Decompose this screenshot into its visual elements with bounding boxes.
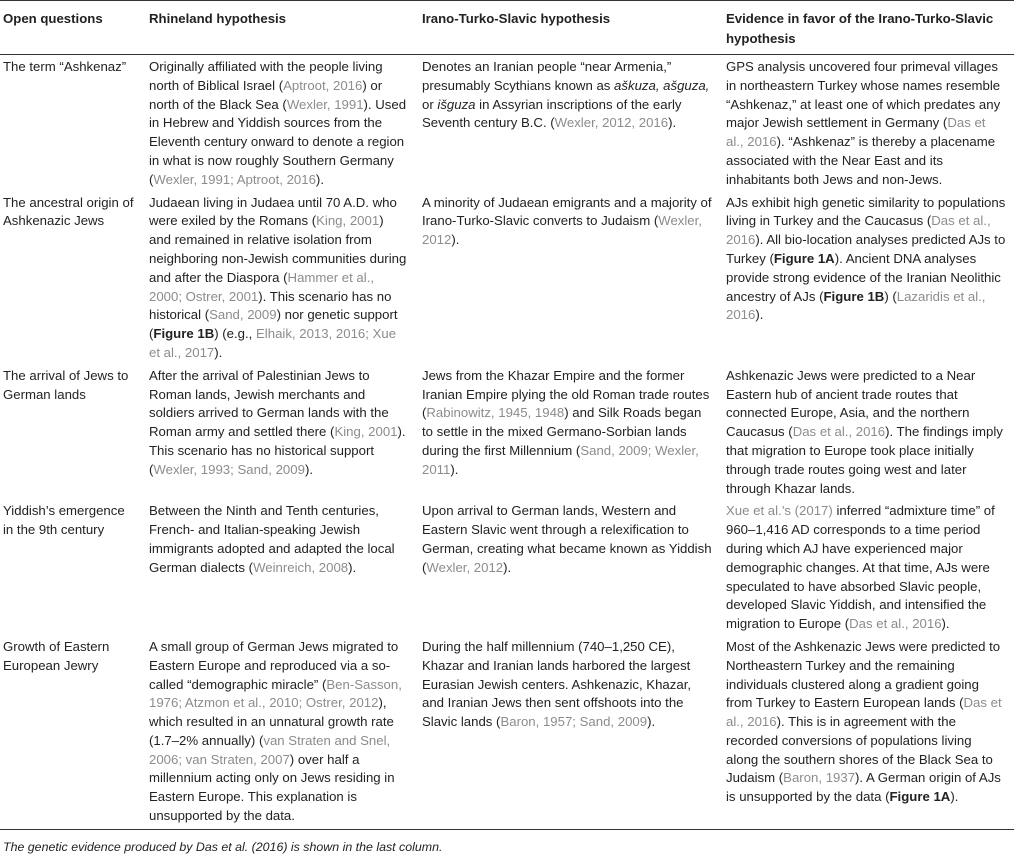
irano-turko-slavic-cell — [416, 364, 720, 500]
cell-text: ) nor genetic support ( — [149, 307, 398, 342]
italic-term: išguza — [437, 96, 476, 112]
table-row — [0, 635, 1014, 829]
evidence-cell — [720, 55, 1014, 191]
cell-text: ). — [503, 559, 512, 575]
italic-term: aškuza, ašguza, — [614, 77, 710, 93]
table-row — [0, 364, 1014, 500]
cell-text: ) ( — [884, 288, 897, 304]
citation-link: Baron, 1957; Sand, 2009 — [500, 714, 648, 730]
rhineland-cell — [143, 364, 416, 500]
cell-text: ) and remained in relative isolation from neighboring non-Jewish communities during and after the Diaspora ( — [149, 213, 407, 285]
evidence-cell — [720, 499, 1014, 635]
citation-link: Wexler, 1991 — [286, 96, 364, 112]
table-row — [0, 191, 1014, 364]
cell-text: GPS analysis uncovered four primeval villages in northeastern Turkey whose names resemble “Ashkenaz,” at least one of which predates any major Jewish settlement in Germany ( — [726, 59, 1001, 131]
header-irano-turko-slavic: Irano-Turko-Slavic hypothesis — [416, 1, 720, 55]
citation-link: Aptroot, 2016 — [283, 77, 363, 93]
cell-text: ) or north of the Black Sea ( — [149, 77, 383, 112]
rhineland-cell — [143, 191, 416, 364]
cell-text: Originally affiliated with the people living north of Biblical Israel ( — [149, 59, 383, 93]
figure-reference: Figure 1B — [823, 288, 885, 304]
open-question-cell: The term “Ashkenaz” — [3, 59, 127, 74]
citation-link: King, 2001 — [316, 213, 380, 229]
irano-turko-slavic-cell — [416, 191, 720, 364]
header-rhineland: Rhineland hypothesis — [143, 1, 416, 55]
cell-text: ). — [950, 789, 959, 805]
cell-text: ). Used in Hebrew and Yiddish sources from the Eleventh century onward to denote a region in what is now roughly Southern Germany ( — [149, 96, 407, 187]
header-row — [0, 1, 1014, 55]
citation-link: Baron, 1937 — [783, 770, 856, 786]
table-row — [0, 55, 1014, 191]
cell-text: ). — [451, 232, 460, 248]
citation-link: Wexler, 2012, 2016 — [554, 115, 669, 131]
cell-text: ). — [450, 461, 459, 477]
citation-link: Sand, 2009 — [209, 307, 277, 323]
cell-text: ). This is in agreement with the recorded conversions of populations living along the southern shores of the Black Sea to Judaism ( — [726, 714, 993, 786]
rhineland-cell — [143, 635, 416, 829]
cell-text: Denotes an Iranian people “near Armenia,” presumably Scythians known as — [422, 59, 672, 93]
citation-link: Hammer et al., 2000; Ostrer, 2001 — [149, 269, 375, 304]
cell-text: Jews from the Khazar Empire and the former Iranian Empire plying the old Roman trade routes ( — [422, 367, 710, 421]
cell-text: Between the Ninth and Tenth centuries, French- and Italian-speaking Jewish immigrants adopted and adapted the local German dialects ( — [149, 503, 395, 575]
cell-text: ) (e.g., — [214, 326, 257, 342]
citation-link: Das et al., 2016 — [849, 616, 942, 632]
evidence-cell — [720, 364, 1014, 500]
cell-text: ). — [668, 115, 677, 131]
citation-link: Das et al., 2016 — [792, 424, 886, 440]
cell-text: ). — [755, 307, 764, 323]
irano-turko-slavic-cell — [416, 55, 720, 191]
cell-text: A minority of Judaean emigrants and a majority of Irano-Turko-Slavic converts to Judaism ( — [422, 194, 712, 229]
figure-reference: Figure 1B — [153, 326, 215, 342]
cell-text: ) and Silk Roads began to settle in the mixed Germano-Sorbian lands during the first Millennium ( — [422, 405, 702, 458]
citation-link: Weinreich, 2008 — [253, 559, 349, 575]
cell-text: ). A German origin of AJs is unsupported by the data ( — [726, 770, 1001, 805]
cell-text: ). — [647, 714, 656, 730]
cell-text: ). All bio-location analyses predicted AJs to Turkey ( — [726, 232, 1006, 266]
header-evidence: Evidence in favor of the Irano-Turko-Slavic hypothesis — [720, 1, 1014, 55]
irano-turko-slavic-cell — [416, 635, 720, 829]
citation-link: Rabinowitz, 1945, 1948 — [426, 405, 565, 421]
citation-link: Das et al., 2016 — [726, 213, 991, 248]
evidence-cell — [720, 635, 1014, 829]
figure-reference: Figure 1A — [773, 250, 835, 266]
cell-text: Upon arrival to German lands, Western and Eastern Slavic went through a relexification to German, creating what became known as Yiddish ( — [422, 503, 712, 575]
citation-link: Elhaik, 2013, 2016; Xue et al., 2017 — [149, 326, 397, 360]
citation-link: van Straten and Snel, 2006; van Straten, 2007 — [149, 732, 391, 767]
open-question-cell: Growth of Eastern European Jewry — [0, 635, 143, 829]
header-open-questions: Open questions — [0, 1, 143, 55]
irano-turko-slavic-cell — [416, 499, 720, 635]
table-row — [0, 499, 1014, 635]
citation-link: Wexler, 2012 — [426, 559, 504, 575]
open-question-cell: The arrival of Jews to German lands — [3, 367, 129, 402]
citation-link: Lazaridis et al., 2016 — [726, 288, 986, 323]
cell-text: During the half millennium (740–1,250 CE), Khazar and Iranian lands harbored the largest Eurasian Jewish centers. Ashkenazic, Khazar, and Iranian Jews then sent offshoots into the Slavic lands ( — [422, 638, 692, 730]
cell-text: ). Ancient DNA analyses provide strong evidence of the Iranian Neolithic ancestry of AJs ( — [726, 250, 1001, 304]
cell-text: ), which resulted in an unnatural growth rate (1.7–2% annually) ( — [149, 695, 394, 748]
cell-text: ). — [304, 461, 313, 477]
citation-link: Das et al., 2016 — [726, 695, 1002, 730]
cell-text: After the arrival of Palestinian Jews to Roman lands, Jewish merchants and soldiers arrived to German lands with the Roman army and settled there ( — [149, 367, 389, 440]
cell-text: AJs exhibit high genetic similarity to populations living in Turkey and the Caucasus ( — [726, 194, 1006, 229]
rhineland-cell — [143, 55, 416, 191]
figure-reference: Figure 1A — [889, 789, 951, 805]
cell-text: ). The findings imply that migration to Europe took place initially through trade routes going west and later through Khazar lands. — [726, 424, 1003, 496]
open-question-cell: The ancestral origin of Ashkenazic Jews — [3, 194, 134, 229]
table-footnote: The genetic evidence produced by Das et al. (2016) is shown in the last column. — [3, 840, 443, 854]
citation-link: King, 2001 — [334, 424, 398, 440]
citation-link: Wexler, 1993; Sand, 2009 — [153, 461, 305, 477]
citation-link: Wexler, 1991; Aptroot, 2016 — [153, 171, 316, 187]
cell-text: ). “Ashkenaz” is thereby a placename associated with the Near East and its inhabitants both Jews and non-Jews. — [726, 134, 996, 187]
cell-text: Ashkenazic Jews were predicted to a Near Eastern hub of ancient trade routes that connected Europe, Asia, and the northern Caucasus ( — [726, 367, 976, 440]
citation-link: Xue et al.’s (2017) — [726, 503, 833, 519]
citation-link: Ben-Sasson, 1976; Atzmon et al., 2010; Ostrer, 2012 — [149, 676, 402, 711]
cell-text: ). This scenario has no historical support ( — [149, 424, 406, 477]
rhineland-cell — [143, 499, 416, 635]
cell-text: inferred “admixture time” of 960–1,416 AD corresponds to a time period during which AJ have experienced major demographic changes. At that time, AJs were speculated to have absorbed Slavic people, developed Slavic Yiddish, and intensified the migration to Europe ( — [726, 503, 995, 632]
cell-text: A small group of German Jews migrated to Eastern Europe and reproduced via a so-called “demographic miracle” ( — [149, 638, 399, 692]
cell-text: ) over half a millennium acting only on Jews residing in Eastern Europe. This explanation is unsupported by the data. — [149, 751, 395, 824]
citation-link: Sand, 2009; Wexler, 2011 — [422, 442, 699, 477]
cell-text: in Assyrian inscriptions of the early Seventh century B.C. ( — [422, 96, 682, 131]
cell-text: ). — [941, 616, 950, 632]
cell-text: ). — [315, 171, 324, 187]
cell-text: or — [422, 96, 438, 112]
cell-text: ). — [348, 559, 357, 575]
cell-text: Judaean living in Judaea until 70 A.D. who were exiled by the Romans ( — [149, 194, 397, 229]
evidence-cell — [720, 191, 1014, 364]
citation-link: Wexler, 2012 — [422, 213, 702, 248]
citation-link: Das et al., 2016 — [726, 115, 986, 150]
cell-text: ). — [214, 344, 223, 360]
cell-text: Most of the Ashkenazic Jews were predicted to Northeastern Turkey and the remaining individuals clustered along a gradient going from Turkey to Eastern European lands ( — [726, 638, 1001, 711]
cell-text: ). This scenario has no historical ( — [149, 288, 392, 323]
open-question-cell: Yiddish’s emergence in the 9th century — [3, 503, 125, 538]
